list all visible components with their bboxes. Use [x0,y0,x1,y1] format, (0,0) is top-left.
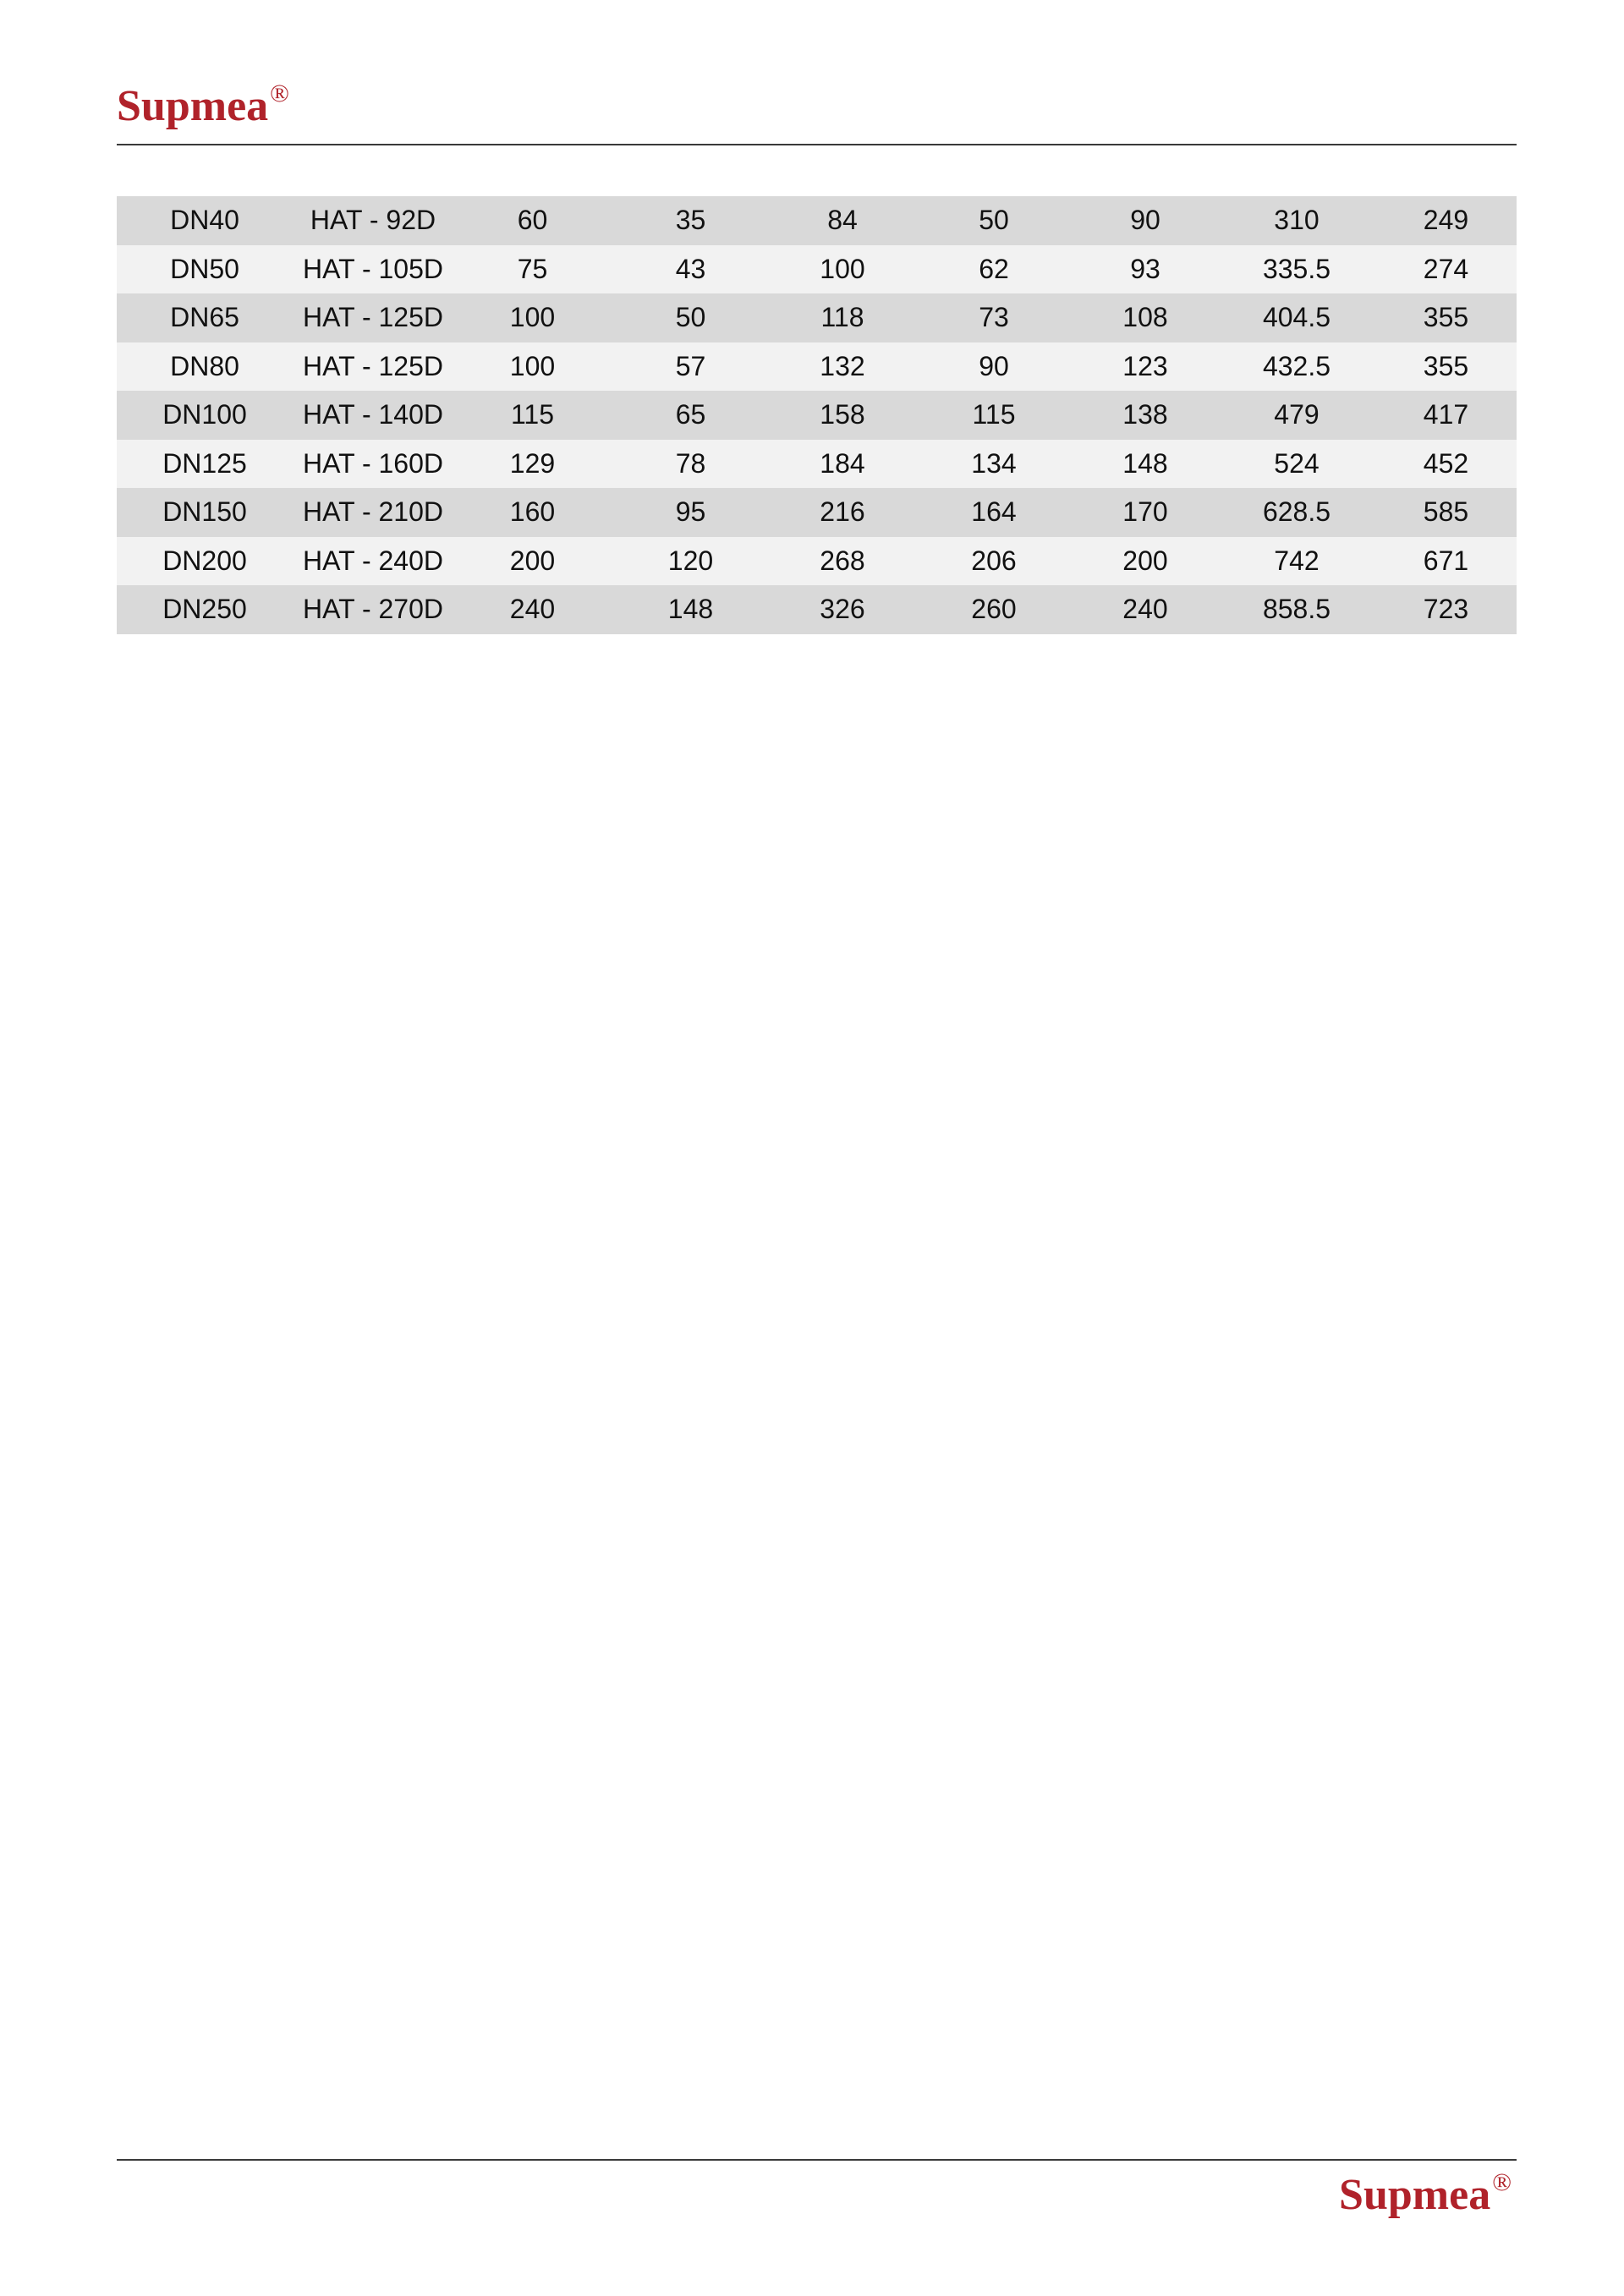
table-cell: 90 [915,342,1073,392]
table-cell: 206 [915,537,1073,586]
table-row [117,440,1517,489]
table-cell: DN80 [117,342,293,392]
table-cell: 78 [612,440,770,489]
footer-registered-mark: ® [1492,2168,1512,2196]
table-cell: 120 [612,537,770,586]
table-cell: 158 [770,391,915,440]
table-cell: 200 [453,537,612,586]
table-cell: 524 [1218,440,1375,489]
table-cell: 129 [453,440,612,489]
table-cell: 274 [1375,245,1517,294]
table-cell: 115 [915,391,1073,440]
dimensions-table [117,196,1517,634]
header-divider [117,144,1517,145]
table-cell: 432.5 [1218,342,1375,392]
table-cell: 100 [453,293,612,342]
table-cell: 216 [770,488,915,537]
table-cell: 100 [453,342,612,392]
table-cell: 268 [770,537,915,586]
table-cell: 404.5 [1218,293,1375,342]
table-cell: HAT - 125D [293,342,453,392]
table-cell: HAT - 92D [293,196,453,245]
table-cell: 148 [612,585,770,634]
table-cell: DN200 [117,537,293,586]
table-cell: DN50 [117,245,293,294]
table-cell: HAT - 105D [293,245,453,294]
table-cell: 160 [453,488,612,537]
table-cell: 240 [1073,585,1218,634]
table-cell: 671 [1375,537,1517,586]
table-row [117,537,1517,586]
table-cell: 452 [1375,440,1517,489]
table-cell: 108 [1073,293,1218,342]
table-cell: 240 [453,585,612,634]
table-cell: 326 [770,585,915,634]
header-brand-text: Supmea [117,82,269,130]
table-row [117,293,1517,342]
table-cell: 118 [770,293,915,342]
table-cell: 100 [770,245,915,294]
table-row [117,196,1517,245]
table-cell: 200 [1073,537,1218,586]
table-cell: 90 [1073,196,1218,245]
table-cell: HAT - 210D [293,488,453,537]
table-cell: 134 [915,440,1073,489]
table-row [117,585,1517,634]
table-cell: 43 [612,245,770,294]
table-cell: 355 [1375,342,1517,392]
table-body [117,196,1517,634]
table-cell: DN65 [117,293,293,342]
table-cell: 57 [612,342,770,392]
table-cell: 260 [915,585,1073,634]
table-cell: DN100 [117,391,293,440]
table-cell: HAT - 140D [293,391,453,440]
table-cell: 148 [1073,440,1218,489]
table-row [117,245,1517,294]
table-cell: 628.5 [1218,488,1375,537]
header-registered-mark: ® [270,79,289,107]
table-cell: 35 [612,196,770,245]
table-cell: 115 [453,391,612,440]
table-cell: 93 [1073,245,1218,294]
table-cell: 75 [453,245,612,294]
table-cell: 184 [770,440,915,489]
table-cell: 62 [915,245,1073,294]
table-cell: 170 [1073,488,1218,537]
table-cell: 723 [1375,585,1517,634]
table-cell: 479 [1218,391,1375,440]
table-cell: 132 [770,342,915,392]
table-cell: 65 [612,391,770,440]
table-row [117,391,1517,440]
table-cell: DN40 [117,196,293,245]
table-cell: HAT - 240D [293,537,453,586]
table-cell: HAT - 125D [293,293,453,342]
table-cell: 138 [1073,391,1218,440]
footer-logo [1339,2168,1512,2219]
table-cell: 123 [1073,342,1218,392]
table-cell: 164 [915,488,1073,537]
table-cell: HAT - 270D [293,585,453,634]
table-row [117,488,1517,537]
table-cell: DN250 [117,585,293,634]
table-cell: 84 [770,196,915,245]
table-cell: 249 [1375,196,1517,245]
table-cell: HAT - 160D [293,440,453,489]
footer-brand-text: Supmea [1339,2171,1491,2219]
table-cell: 50 [612,293,770,342]
table-cell: 335.5 [1218,245,1375,294]
footer-divider [117,2159,1517,2161]
table-cell: 355 [1375,293,1517,342]
header-logo [117,79,289,130]
table-row [117,342,1517,392]
table-cell: 60 [453,196,612,245]
table-cell: 50 [915,196,1073,245]
table-cell: 310 [1218,196,1375,245]
table-cell: DN125 [117,440,293,489]
table-cell: 858.5 [1218,585,1375,634]
table-cell: DN150 [117,488,293,537]
table-cell: 742 [1218,537,1375,586]
table-cell: 73 [915,293,1073,342]
table-cell: 95 [612,488,770,537]
table-cell: 585 [1375,488,1517,537]
table-cell: 417 [1375,391,1517,440]
